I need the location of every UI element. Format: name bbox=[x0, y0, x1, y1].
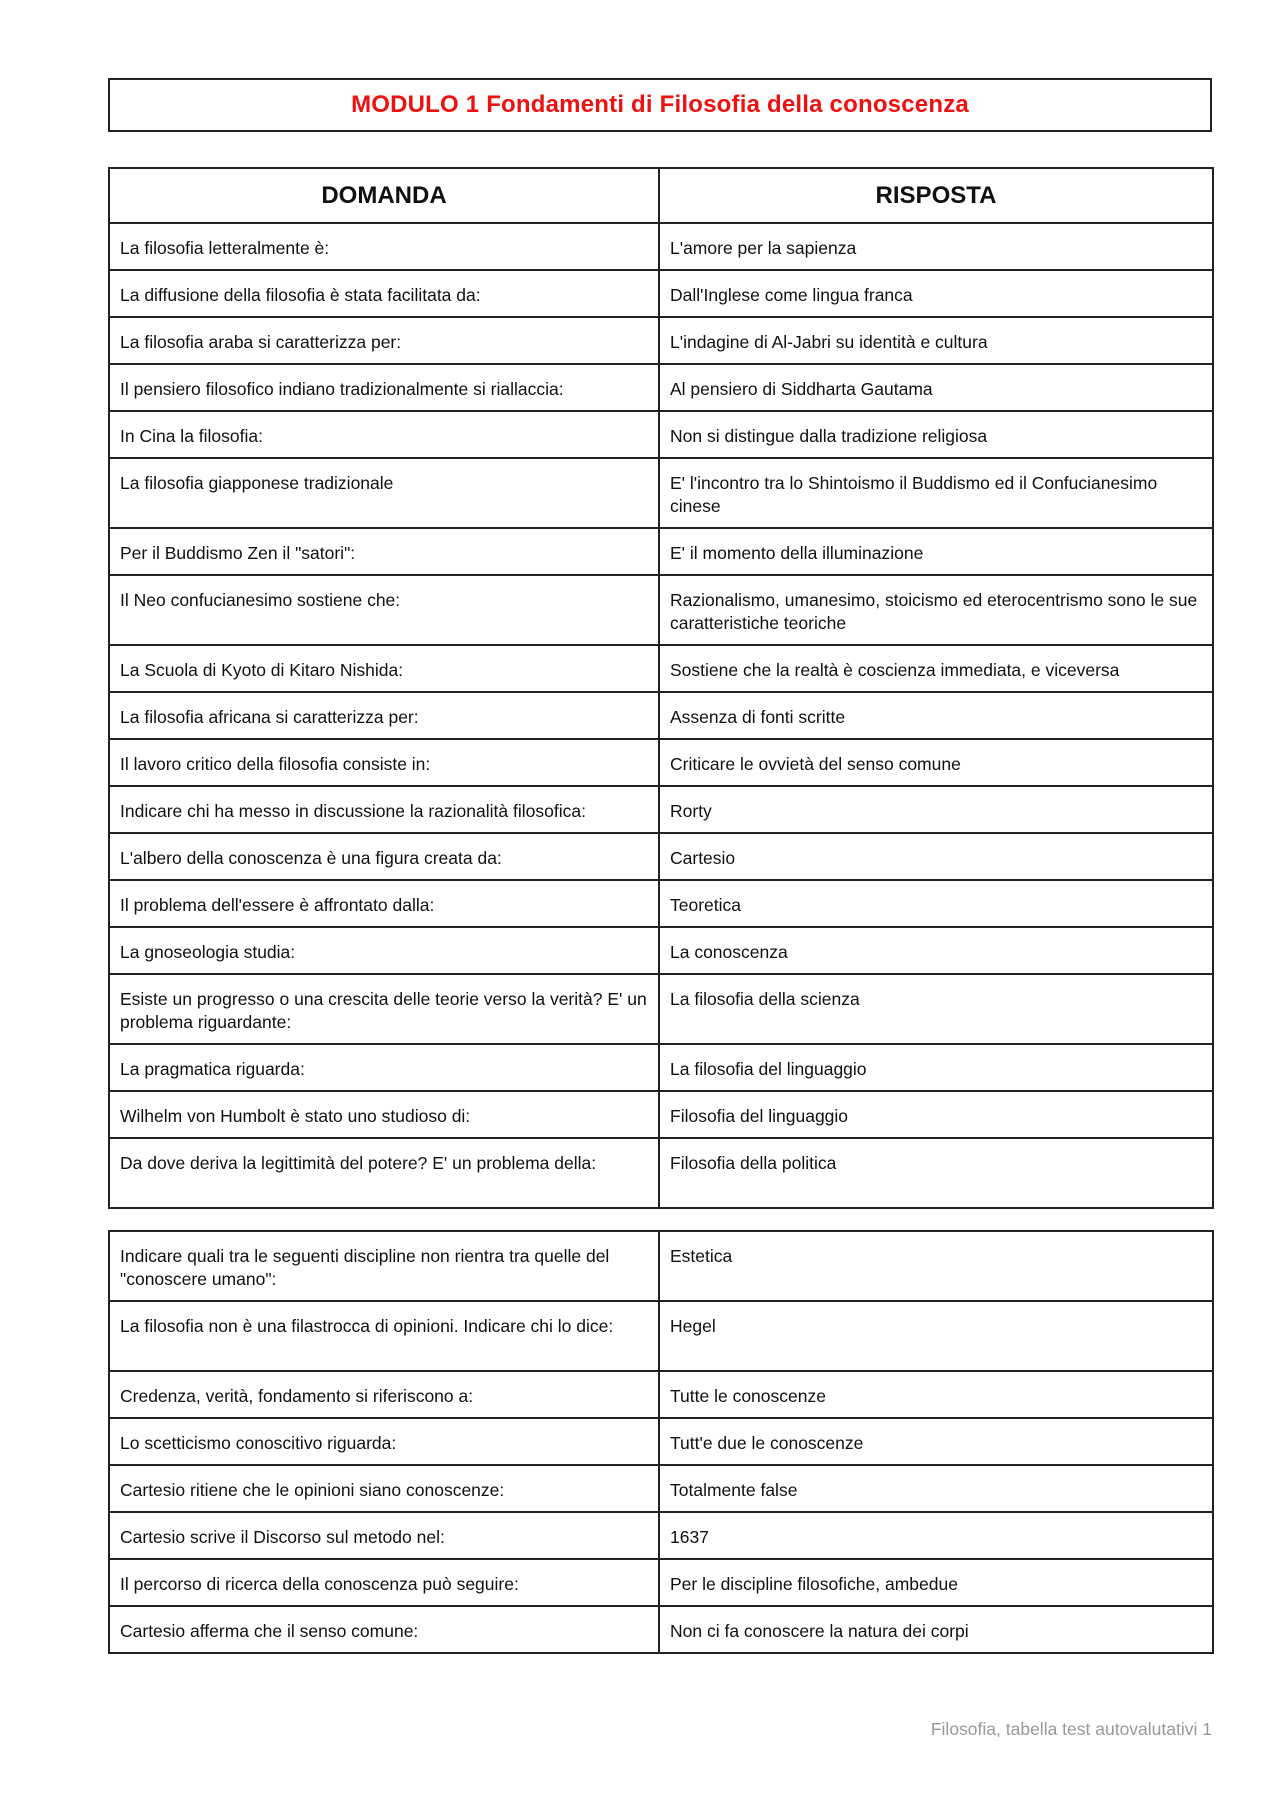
module-title: MODULO 1 Fondamenti di Filosofia della conoscenza bbox=[351, 91, 969, 118]
table-row bbox=[109, 1044, 1213, 1091]
answer-cell: Razionalismo, umanesimo, stoicismo ed eterocentrismo sono le sue caratteristiche teoriche bbox=[659, 575, 1213, 645]
table-row bbox=[109, 458, 1213, 528]
answer-cell: Sostiene che la realtà è coscienza immediata, e viceversa bbox=[659, 645, 1213, 692]
answer-cell: L'indagine di Al-Jabri su identità e cultura bbox=[659, 317, 1213, 364]
table-row bbox=[109, 1606, 1213, 1653]
table-row bbox=[109, 223, 1213, 270]
answer-cell: Non ci fa conoscere la natura dei corpi bbox=[659, 1606, 1213, 1653]
answer-cell: Rorty bbox=[659, 786, 1213, 833]
answer-cell: Tutte le conoscenze bbox=[659, 1371, 1213, 1418]
question-cell: La Scuola di Kyoto di Kitaro Nishida: bbox=[109, 645, 659, 692]
answer-cell: Per le discipline filosofiche, ambedue bbox=[659, 1559, 1213, 1606]
table-row bbox=[109, 1138, 1213, 1208]
answer-cell: La filosofia della scienza bbox=[659, 974, 1213, 1044]
table-row bbox=[109, 739, 1213, 786]
question-cell: Wilhelm von Humbolt è stato uno studioso di: bbox=[109, 1091, 659, 1138]
answer-cell: Totalmente false bbox=[659, 1465, 1213, 1512]
table-row bbox=[109, 1231, 1213, 1301]
table-row bbox=[109, 880, 1213, 927]
answer-cell: La filosofia del linguaggio bbox=[659, 1044, 1213, 1091]
table-row bbox=[109, 1371, 1213, 1418]
header-answer: RISPOSTA bbox=[659, 168, 1213, 223]
table-row bbox=[109, 786, 1213, 833]
table-row bbox=[109, 974, 1213, 1044]
page-footer: Filosofia, tabella test autovalutativi 1 bbox=[930, 1719, 1212, 1739]
answer-cell: Al pensiero di Siddharta Gautama bbox=[659, 364, 1213, 411]
table-row bbox=[109, 528, 1213, 575]
table-row bbox=[109, 833, 1213, 880]
table-row bbox=[109, 270, 1213, 317]
qa-table-2 bbox=[108, 1230, 1214, 1654]
answer-cell: Cartesio bbox=[659, 833, 1213, 880]
table-row bbox=[109, 317, 1213, 364]
table-row bbox=[109, 1465, 1213, 1512]
question-cell: In Cina la filosofia: bbox=[109, 411, 659, 458]
question-cell: La filosofia araba si caratterizza per: bbox=[109, 317, 659, 364]
answer-cell: Teoretica bbox=[659, 880, 1213, 927]
table-row bbox=[109, 1512, 1213, 1559]
question-cell: La filosofia giapponese tradizionale bbox=[109, 458, 659, 528]
question-cell: Il problema dell'essere è affrontato dalla: bbox=[109, 880, 659, 927]
question-cell: Indicare chi ha messo in discussione la razionalità filosofica: bbox=[109, 786, 659, 833]
table-row bbox=[109, 927, 1213, 974]
table-row bbox=[109, 364, 1213, 411]
answer-cell: Dall'Inglese come lingua franca bbox=[659, 270, 1213, 317]
answer-cell: E' il momento della illuminazione bbox=[659, 528, 1213, 575]
question-cell: Da dove deriva la legittimità del potere? E' un problema della: bbox=[109, 1138, 659, 1208]
answer-cell: Tutt'e due le conoscenze bbox=[659, 1418, 1213, 1465]
header-question: DOMANDA bbox=[109, 168, 659, 223]
answer-cell: Filosofia del linguaggio bbox=[659, 1091, 1213, 1138]
question-cell: La diffusione della filosofia è stata facilitata da: bbox=[109, 270, 659, 317]
question-cell: Il Neo confucianesimo sostiene che: bbox=[109, 575, 659, 645]
question-cell: Lo scetticismo conoscitivo riguarda: bbox=[109, 1418, 659, 1465]
table-row bbox=[109, 645, 1213, 692]
answer-cell: Assenza di fonti scritte bbox=[659, 692, 1213, 739]
question-cell: La filosofia africana si caratterizza per: bbox=[109, 692, 659, 739]
question-cell: Per il Buddismo Zen il "satori": bbox=[109, 528, 659, 575]
table-row bbox=[109, 1301, 1213, 1371]
question-cell: Esiste un progresso o una crescita delle teorie verso la verità? E' un problema riguardante: bbox=[109, 974, 659, 1044]
table-row bbox=[109, 1418, 1213, 1465]
question-cell: Cartesio scrive il Discorso sul metodo nel: bbox=[109, 1512, 659, 1559]
table-row bbox=[109, 692, 1213, 739]
question-cell: Il percorso di ricerca della conoscenza può seguire: bbox=[109, 1559, 659, 1606]
question-cell: Cartesio afferma che il senso comune: bbox=[109, 1606, 659, 1653]
qa-table-1 bbox=[108, 167, 1214, 1209]
question-cell: Il pensiero filosofico indiano tradizionalmente si riallaccia: bbox=[109, 364, 659, 411]
question-cell: La filosofia letteralmente è: bbox=[109, 223, 659, 270]
question-cell: La pragmatica riguarda: bbox=[109, 1044, 659, 1091]
answer-cell: Estetica bbox=[659, 1231, 1213, 1301]
question-cell: La gnoseologia studia: bbox=[109, 927, 659, 974]
answer-cell: L'amore per la sapienza bbox=[659, 223, 1213, 270]
question-cell: Indicare quali tra le seguenti discipline non rientra tra quelle del "conoscere umano": bbox=[109, 1231, 659, 1301]
table-row bbox=[109, 411, 1213, 458]
module-title-box bbox=[108, 78, 1212, 132]
answer-cell: Non si distingue dalla tradizione religiosa bbox=[659, 411, 1213, 458]
table-row bbox=[109, 575, 1213, 645]
question-cell: La filosofia non è una filastrocca di opinioni. Indicare chi lo dice: bbox=[109, 1301, 659, 1371]
question-cell: Cartesio ritiene che le opinioni siano conoscenze: bbox=[109, 1465, 659, 1512]
answer-cell: La conoscenza bbox=[659, 927, 1213, 974]
answer-cell: E' l'incontro tra lo Shintoismo il Buddismo ed il Confucianesimo cinese bbox=[659, 458, 1213, 528]
answer-cell: Criticare le ovvietà del senso comune bbox=[659, 739, 1213, 786]
question-cell: L'albero della conoscenza è una figura creata da: bbox=[109, 833, 659, 880]
question-cell: Il lavoro critico della filosofia consiste in: bbox=[109, 739, 659, 786]
question-cell: Credenza, verità, fondamento si riferiscono a: bbox=[109, 1371, 659, 1418]
table-row bbox=[109, 1559, 1213, 1606]
answer-cell: 1637 bbox=[659, 1512, 1213, 1559]
answer-cell: Hegel bbox=[659, 1301, 1213, 1371]
answer-cell: Filosofia della politica bbox=[659, 1138, 1213, 1208]
table-row bbox=[109, 1091, 1213, 1138]
